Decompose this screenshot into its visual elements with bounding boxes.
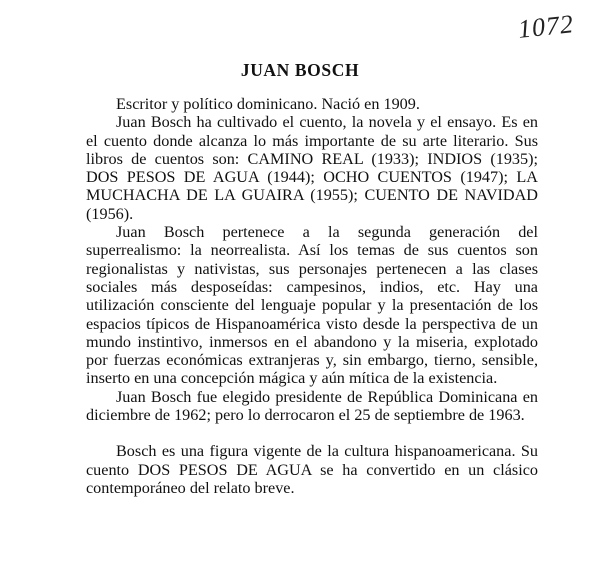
- paragraph-style: Juan Bosch pertenece a la segunda generación del superrealismo: la neorrealista. Así los temas de sus cuentos son regionalistas y nativistas, sus personajes pertenecen a las clases sociales más desposeídas: campesinos, indios, etc. Hay una utilización consciente del lenguaje popular y la presentación de los espacios típicos de Hispanoamérica visto desde la perspectiva de un mundo instintivo, inmersos en el abandono y la miseria, explotado por fuerzas económicas extranjeras y, sin embargo, tierno, sensible, inserto en una concepción mágica y aún mítica de la existencia.: [86, 223, 538, 388]
- paragraph-intro: Escritor y político dominicano. Nació en 1909.: [116, 95, 420, 113]
- paragraph-works: Juan Bosch ha cultivado el cuento, la novela y el ensayo. Es en el cuento donde alcanza lo más importante de su arte literario. Sus libros de cuentos son: CAMINO REAL (1933); INDIOS (1935); DOS PESOS DE AGUA (1944); OCHO CUENTOS (1947); LA MUCHACHA DE LA GUAIRA (1955); CUENTO DE NAVIDAD (1956).: [86, 113, 538, 223]
- paragraph-legacy: Bosch es una figura vigente de la cultura hispanoamericana. Su cuento DOS PESOS DE AGUA se ha convertido en un clásico contemporáneo del relato breve.: [86, 442, 538, 497]
- page-title: JUAN BOSCH: [240, 60, 360, 80]
- paragraph-presidency: Juan Bosch fue elegido presidente de República Dominicana en diciembre de 1962; pero lo derrocaron el 25 de septiembre de 1963.: [86, 387, 538, 425]
- handwritten-page-number: 1072: [516, 9, 576, 44]
- document-body: [86, 95, 538, 497]
